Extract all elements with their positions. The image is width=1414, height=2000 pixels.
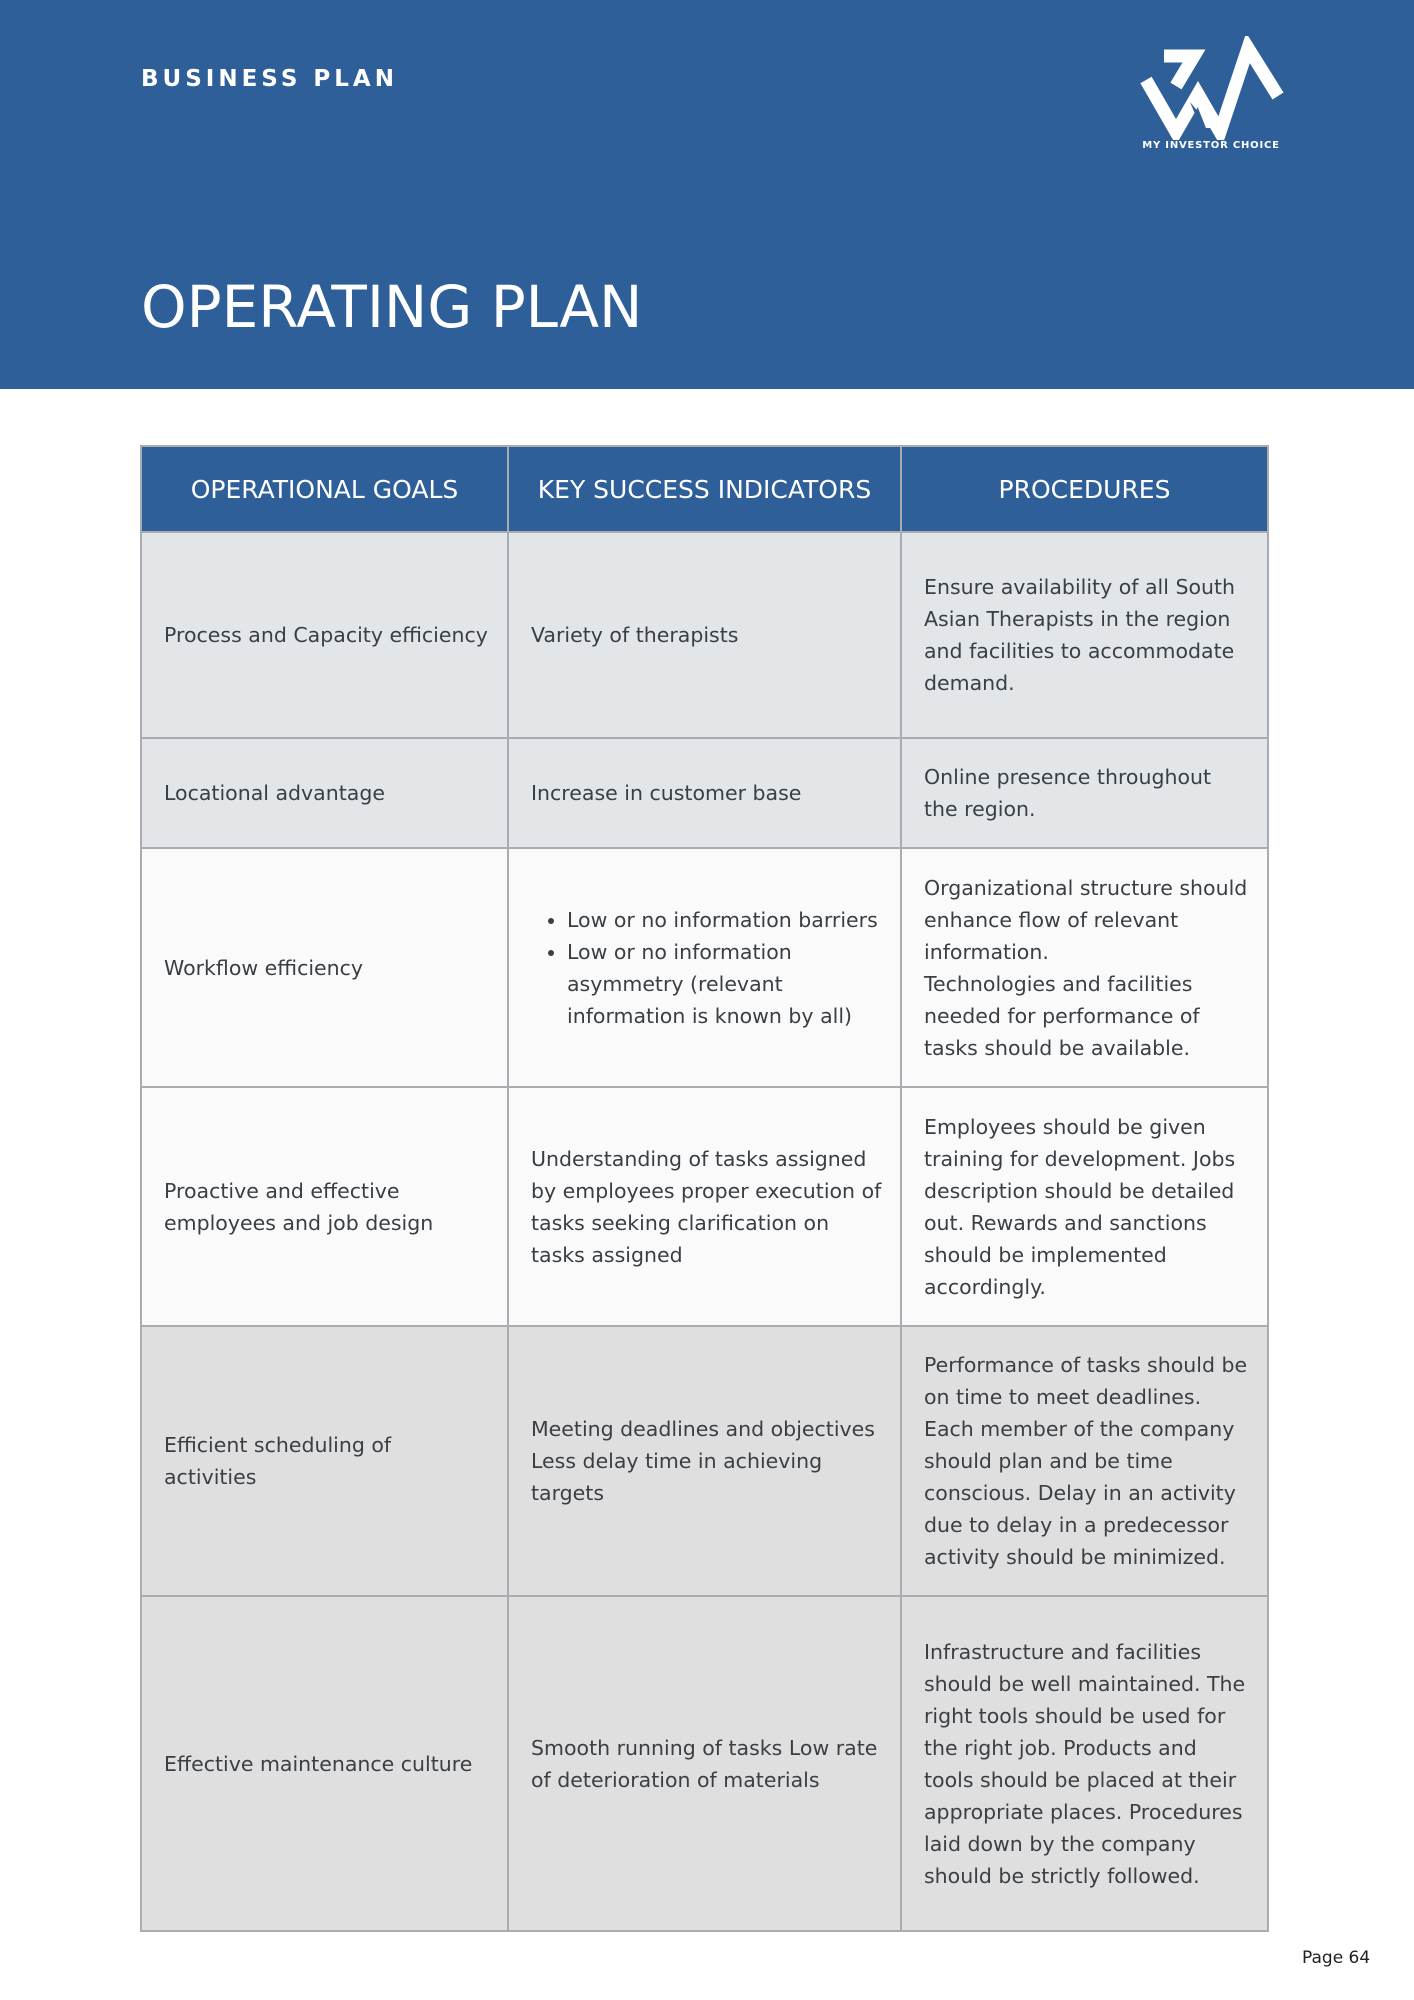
list-item: • Low or no information barriers [567, 904, 882, 936]
procedure-cell: Employees should be given training for development. Jobs description should be detailed out. Rewards and sanctions should be implemented accordingly. [901, 1087, 1268, 1326]
indicator-line: Meeting deadlines and objectives [531, 1417, 875, 1441]
indicator-cell: Increase in customer base [508, 738, 901, 848]
procedure-cell [901, 848, 1268, 1087]
table-row [141, 532, 1268, 738]
goal-cell: Efficient scheduling of activities [141, 1326, 508, 1596]
procedure-cell: Ensure availability of all South Asian Therapists in the region and facilities to accommodate demand. [901, 532, 1268, 738]
page-title: OPERATING PLAN [141, 273, 643, 341]
table-row [141, 848, 1268, 1087]
indicator-line: Less delay time in achieving targets [531, 1449, 823, 1505]
goal-cell: Effective maintenance culture [141, 1596, 508, 1931]
procedure-line: Organizational structure should enhance flow of relevant information. [924, 875, 1248, 964]
goal-cell: Proactive and effective employees and job design [141, 1087, 508, 1326]
column-header-operational-goals: OPERATIONAL GOALS [141, 446, 508, 532]
indicator-cell: Understanding of tasks assigned by employees proper execution of tasks seeking clarification on tasks assigned [508, 1087, 901, 1326]
goal-cell: Locational advantage [141, 738, 508, 848]
indicator-cell [508, 848, 901, 1087]
page-number: Page 64 [1302, 1948, 1371, 1968]
table-row [141, 1087, 1268, 1326]
document-label: BUSINESS PLAN [141, 66, 398, 92]
operating-plan-table [140, 445, 1269, 1932]
indicator-cell: Smooth running of tasks Low rate of deterioration of materials [508, 1596, 901, 1931]
goal-cell: Process and Capacity efficiency [141, 532, 508, 738]
column-header-procedures: PROCEDURES [901, 446, 1268, 532]
column-header-key-success-indicators: KEY SUCCESS INDICATORS [508, 446, 901, 532]
list-item: • Low or no information asymmetry (relevant information is known by all) [567, 936, 882, 1032]
company-logo [1136, 36, 1286, 156]
indicator-cell: Variety of therapists [508, 532, 901, 738]
table-row [141, 1596, 1268, 1931]
goal-cell: Workflow efficiency [141, 848, 508, 1087]
table-row [141, 1326, 1268, 1596]
procedure-line: Technologies and facilities needed for performance of tasks should be available. [924, 971, 1200, 1060]
indicator-cell [508, 1326, 901, 1596]
header-banner [0, 0, 1414, 389]
procedure-cell: Infrastructure and facilities should be well maintained. The right tools should be used for the right job. Products and tools should be placed at their appropriate places. Procedures laid down by the company should be strictly followed. [901, 1596, 1268, 1931]
logo-wordmark: MY INVESTOR CHOICE [1142, 140, 1280, 151]
indicator-bullet-list [531, 904, 882, 1032]
table-row [141, 738, 1268, 848]
my-investor-choice-logo-icon [1136, 36, 1286, 140]
procedure-cell: Online presence throughout the region. [901, 738, 1268, 848]
procedure-cell: Performance of tasks should be on time to meet deadlines. Each member of the company should plan and be time conscious. Delay in an activity due to delay in a predecessor activity should be minimized. [901, 1326, 1268, 1596]
table-header-row [141, 446, 1268, 532]
